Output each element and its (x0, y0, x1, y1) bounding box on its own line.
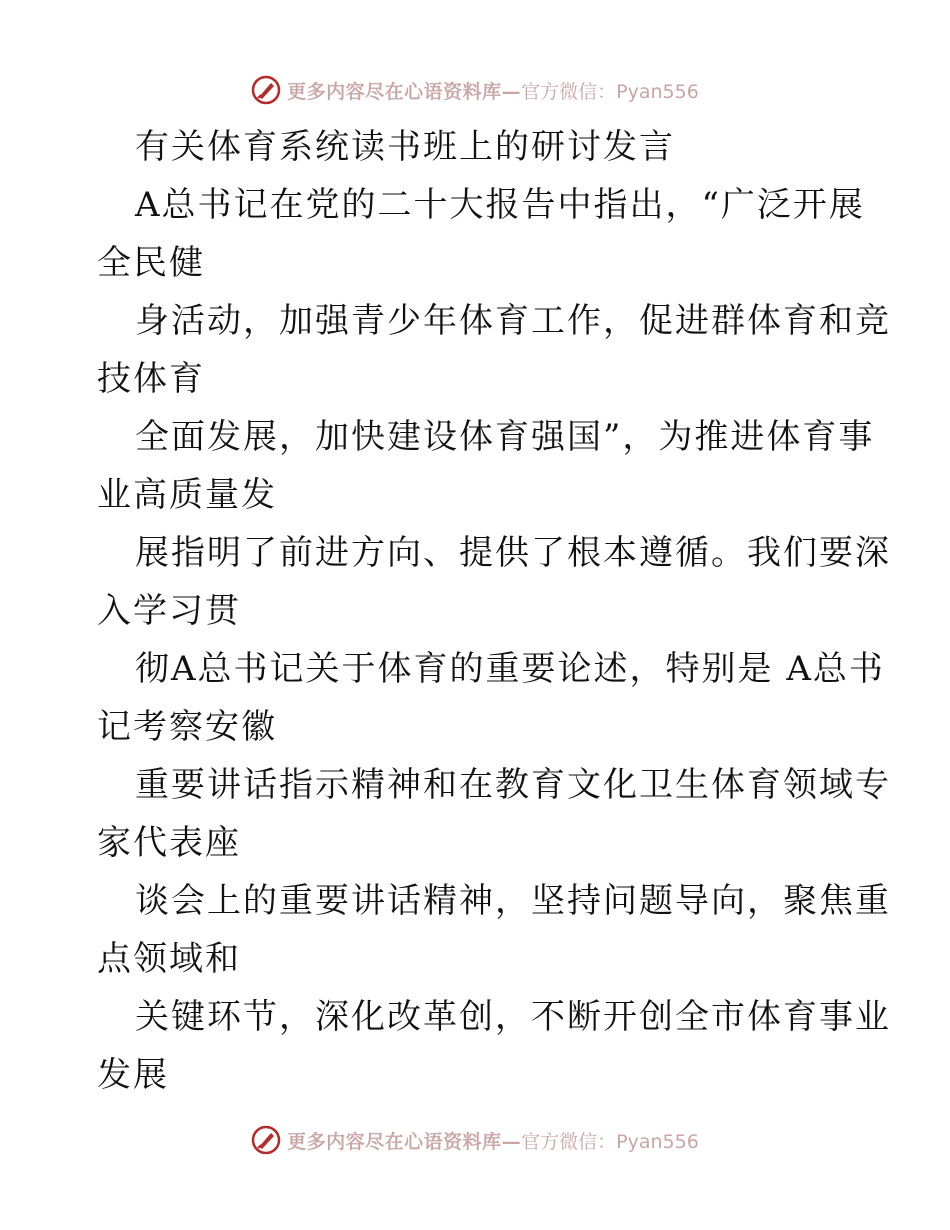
document-line: 身活动，加强青少年体育工作，促进群体育和竞 (135, 301, 891, 341)
document-line: 重要讲话指示精神和在教育文化卫生体育领域专 (135, 765, 891, 805)
document-line: 全民健 (97, 243, 205, 283)
document-line: 业高质量发 (97, 475, 277, 515)
quill-pen-logo-icon (251, 75, 281, 105)
footer-banner-text: 更多内容尽在心语资料库— (287, 1130, 522, 1153)
document-line: 家代表座 (97, 823, 241, 863)
document-line: 彻A总书记关于体育的重要论述，特别是 A总书 (135, 649, 885, 689)
document-line: 记考察安徽 (97, 707, 277, 747)
document-line: 入学习贯 (97, 591, 241, 631)
document-line: 发展 (97, 1055, 169, 1095)
document-line: A总书记在党的二十大报告中指出，“广泛开展 (135, 185, 865, 225)
header-banner-contact: 官方微信：Pyan556 (521, 80, 699, 103)
document-line: 技体育 (97, 359, 205, 399)
document-line: 全面发展，加快建设体育强国”，为推进体育事 (135, 417, 875, 457)
document-line: 关键环节，深化改革创，不断开创全市体育事业 (135, 997, 891, 1037)
header-banner (0, 70, 950, 110)
document-body (97, 118, 891, 1104)
document-line: 谈会上的重要讲话精神，坚持问题导向，聚焦重 (135, 881, 891, 921)
footer-banner-contact: 官方微信：Pyan556 (521, 1130, 699, 1153)
footer-banner (0, 1120, 950, 1160)
quill-pen-logo-icon (251, 1125, 281, 1155)
header-banner-text: 更多内容尽在心语资料库— (287, 80, 522, 103)
document-line: 点领域和 (97, 939, 241, 979)
document-title: 有关体育系统读书班上的研讨发言 (135, 127, 675, 167)
document-line: 展指明了前进方向、提供了根本遵循。我们要深 (135, 533, 891, 573)
